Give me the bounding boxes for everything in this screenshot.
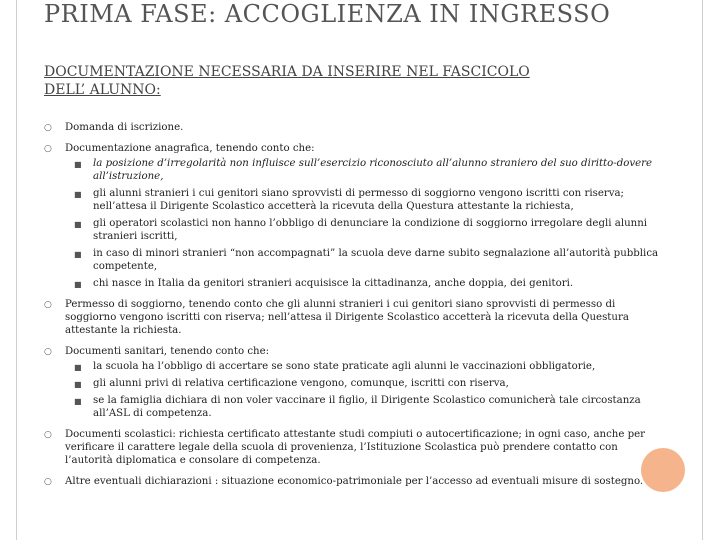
list-item-text: Permesso di soggiorno, tenendo conto che gli alunni stranieri i cui genitori siano sprovvisti di permesso di soggiorno vengono iscritti con riserva; nell’attesa il Dirigente Scolastico accetterà la ricevuta della Questura attestante la richiesta. — [65, 299, 629, 336]
square-bullet-icon: ■ — [74, 380, 82, 389]
list-item — [44, 121, 666, 134]
circle-bullet-icon: ○ — [44, 347, 52, 357]
list-item-text: Documenti scolastici: richiesta certificato attestante studi compiuti o autocertificazione; in ogni caso, anche per verificare il carattere legale della scuola di provenienza, l’Istituzione Scolastica può prendere contatto con l’autorità diplomatica e consolare di competenza. — [65, 429, 646, 466]
sub-item-text: gli operatori scolastici non hanno l’obbligo di denunciare la condizione di soggiorno irregolare degli alunni stranieri iscritti, — [93, 218, 648, 242]
square-bullet-icon: ■ — [74, 160, 82, 169]
list-item-text: Altre eventuali dichiarazioni : situazione economico-patrimoniale per l’accesso ad eventuali misure di sostegno. — [65, 476, 644, 487]
right-border-line — [702, 0, 703, 540]
list-item — [44, 345, 666, 420]
circle-bullet-icon: ○ — [44, 144, 52, 154]
list-item — [44, 298, 666, 337]
circle-bullet-icon: ○ — [44, 430, 52, 440]
list-item-text: Documenti sanitari, tenendo conto che: — [65, 346, 270, 357]
sub-list-item — [74, 394, 666, 420]
square-bullet-icon: ■ — [74, 250, 82, 259]
list-item — [44, 142, 666, 290]
square-bullet-icon: ■ — [74, 363, 82, 372]
list-item-text: Domanda di iscrizione. — [65, 122, 184, 133]
list-item — [44, 475, 666, 488]
sub-item-text: la scuola ha l’obbligo di accertare se sono state praticate agli alunni le vaccinazioni obbligatorie, — [93, 361, 596, 372]
sub-item-text: in caso di minori stranieri “non accompagnati” la scuola deve darne subito segnalazione all’autorità pubblica competente, — [93, 248, 659, 272]
sub-list-item — [74, 377, 666, 390]
list-item — [44, 428, 666, 467]
circle-bullet-icon: ○ — [44, 300, 52, 310]
square-bullet-icon: ■ — [74, 190, 82, 199]
square-bullet-icon: ■ — [74, 397, 82, 406]
slide-subtitle: DOCUMENTAZIONE NECESSARIA DA INSERIRE NEL FASCICOLO DELL’ ALUNNO: — [44, 64, 530, 98]
sub-list-item — [74, 277, 666, 290]
sub-list — [74, 157, 666, 290]
sub-item-text: se la famiglia dichiara di non voler vaccinare il figlio, il Dirigente Scolastico comunicherà tale circostanza all’ASL di competenza. — [93, 395, 641, 419]
sub-item-text: gli alunni stranieri i cui genitori siano sprovvisti di permesso di soggiorno vengono iscritti con riserva; nell’attesa il Dirigente Scolastico accetterà la ricevuta della Questura attestante la richiesta, — [93, 188, 624, 212]
sub-list-item — [74, 217, 666, 243]
left-border-line — [16, 0, 17, 540]
square-bullet-icon: ■ — [74, 280, 82, 289]
sub-list — [74, 360, 666, 420]
bullet-list — [44, 121, 666, 488]
sub-list-item — [74, 187, 666, 213]
list-item-text: Documentazione anagrafica, tenendo conto che: — [65, 143, 315, 154]
sub-item-text: gli alunni privi di relativa certificazione vengono, comunque, iscritti con riserva, — [93, 378, 509, 389]
sub-list-item — [74, 157, 666, 183]
sub-list-item — [74, 360, 666, 373]
sub-item-text: chi nasce in Italia da genitori stranieri acquisisce la cittadinanza, anche doppia, dei genitori. — [93, 278, 574, 289]
sub-list-item — [74, 247, 666, 273]
sub-item-text: la posizione d’irregolarità non influisce sull’esercizio riconosciuto all’alunno straniero del suo diritto-dovere all’istruzione, — [93, 158, 653, 182]
circle-bullet-icon: ○ — [44, 477, 52, 487]
square-bullet-icon: ■ — [74, 220, 82, 229]
slide-title: PRIMA FASE: ACCOGLIENZA IN INGRESSO — [44, 0, 611, 28]
decorative-circle — [641, 448, 685, 492]
circle-bullet-icon: ○ — [44, 123, 52, 133]
